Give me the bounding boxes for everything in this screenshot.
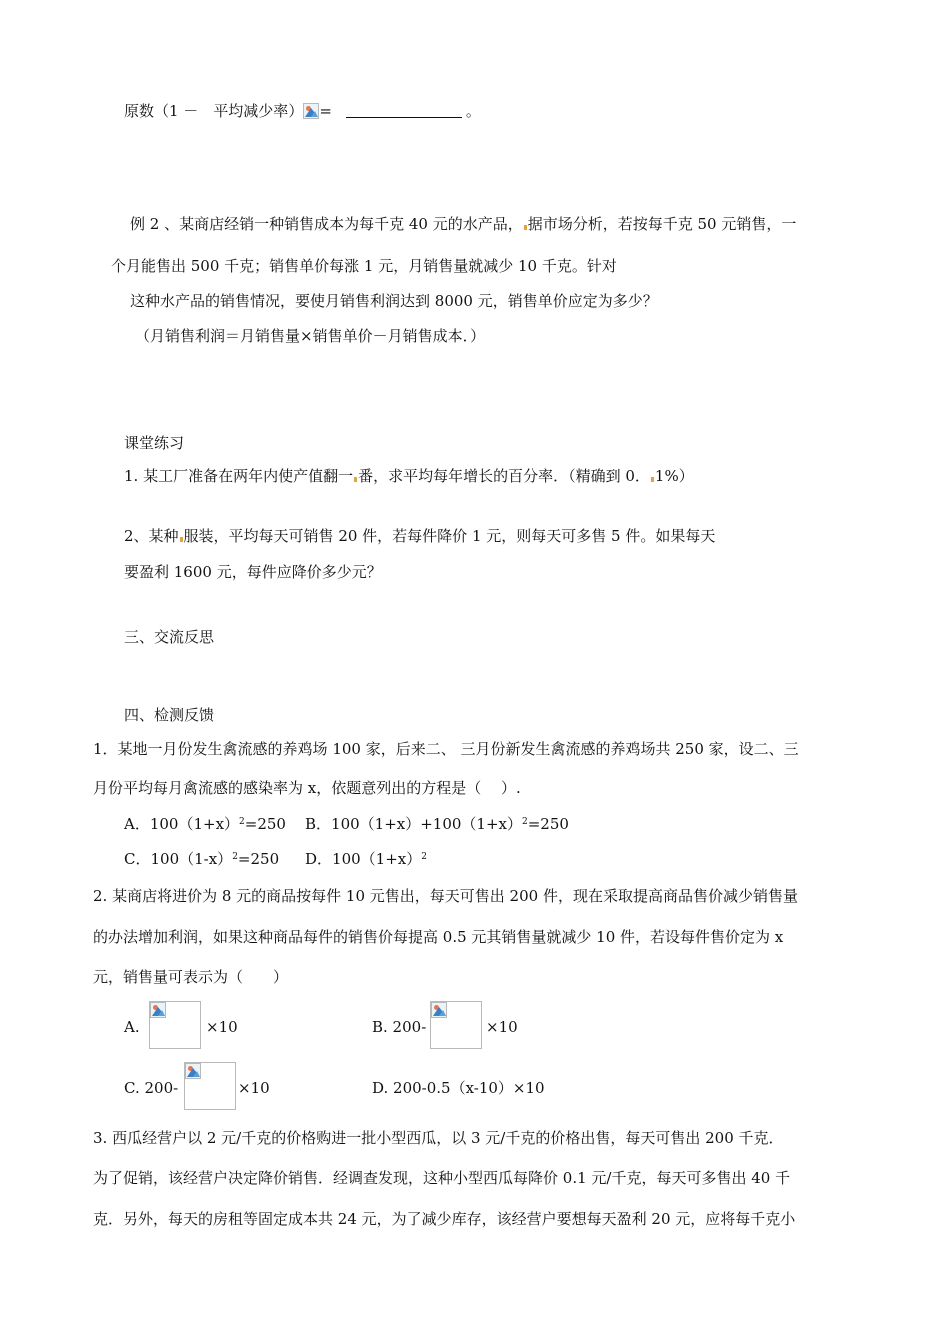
example2-text-b: 据市场分析，若按每千克 50 元销售，一 [527,215,797,233]
option-a-end: =250 [244,815,286,833]
formula-line [124,101,481,121]
image-placeholder-icon [303,103,319,121]
quiz-q2-option-d: D. 200-0.5（x-10）×10 [372,1079,545,1097]
section4-heading: 四、检测反馈 [124,706,215,724]
quiz-q2-option-a-label: A. [124,1018,140,1036]
option-a-text: A．100（1+x） [124,815,240,833]
option-c-exponent: 2 [232,852,238,862]
option-c-end: =250 [237,850,280,868]
example2-line1 [130,214,796,234]
practice-q2-text-a: 2、某种 [124,527,179,545]
option-b-exponent: 2 [522,817,528,827]
practice-q2-line2: 要盈利 1600 元，每件应降价多少元？ [124,563,382,581]
practice-q2-line1 [124,526,715,546]
practice-q1-text-c: 1%） [654,467,694,485]
bullet-mark-icon [524,225,527,230]
quiz-q2-line2: 的办法增加利润，如果这种商品每件的销售价每提高 0.5 元其销售量就减少 10 件，若设每件售价定为 x [93,928,784,946]
practice-q2-text-b: 服装，平均每天可销售 20 件，若每件降价 1 元，则每天可多售 5 件。如果每天 [183,527,716,545]
quiz-q1-line1: 1．某地一月份发生禽流感的养鸡场 100 家，后来二、 三月份新发生禽流感的养鸡场共 250 家，设二、三 [93,740,799,758]
example2-line2: 个月能售出 500 千克；销售单价每涨 1 元，月销售量就减少 10 千克。针对 [111,257,617,275]
fraction-image-placeholder-icon [184,1062,236,1110]
practice-heading: 课堂练习 [124,434,185,452]
answer-blank [346,103,462,118]
bullet-mark-icon [651,477,654,482]
quiz-q3-line2: 为了促销，该经营户决定降价销售．经调查发现，这种小型西瓜每降价 0.1 元/千克，每天可多售出 40 千 [93,1169,791,1187]
practice-q1 [124,466,694,486]
example2-line3: 这种水产品的销售情况，要使月销售利润达到 8000 元，销售单价应定为多少？ [130,292,658,310]
quiz-q3-line1: 3. 西瓜经营户以 2 元/千克的价格购进一批小型西瓜，以 3 元/千克的价格出售，每天可售出 200 千克． [93,1129,784,1147]
quiz-q3-line3: 克．另外，每天的房租等固定成本共 24 元，为了减少库存，该经营户要想每天盈利 20 元，应将每千克小 [93,1210,796,1228]
quiz-q2-option-b-end: ×10 [486,1018,518,1036]
example2-line4: （月销售利润＝月销售量×销售单价－月销售成本．） [135,327,486,345]
fraction-image-placeholder-icon [149,1001,201,1049]
fraction-image-placeholder-icon [430,1001,482,1049]
quiz-q2-option-b-label: B. 200- [372,1018,427,1036]
bullet-mark-icon [354,477,357,482]
bullet-mark-icon [180,537,183,542]
quiz-q1-line2: 月份平均每月禽流感的感染率为 x，依题意列出的方程是（ ）. [93,779,521,797]
quiz-q2-line1: 2. 某商店将进价为 8 元的商品按每件 10 元售出，每天可售出 200 件，现在采取提高商品售价减少销售量 [93,887,798,905]
quiz-q2-option-a-end: ×10 [206,1018,238,1036]
option-d-text: D．100（1+x） [305,850,422,868]
practice-q1-text-a: 1. 某工厂准备在两年内使产值翻一 [124,467,354,485]
quiz-q1-option-c [124,849,279,869]
formula-suffix: 。 [465,102,481,120]
formula-prefix: 原数（1 － 平均减少率） [124,102,304,120]
option-b-text: B．100（1+x）+100（1+x） [305,815,522,833]
example2-text-a: 例 2 、某商店经销一种销售成本为每千克 40 元的水产品， [130,215,523,233]
formula-equals: = [319,102,332,120]
practice-q1-text-b: 番，求平均每年增长的百分率．（精确到 0． [358,467,650,485]
option-d-exponent: 2 [421,852,427,862]
option-a-exponent: 2 [239,817,245,827]
quiz-q1-option-a [124,814,286,834]
quiz-q1-option-b [305,814,569,834]
quiz-q1-option-d [305,849,427,869]
quiz-q2-line3: 元，销售量可表示为（ ） [93,968,289,986]
quiz-q2-option-c-label: C. 200- [124,1079,179,1097]
option-c-text: C．100（1-x） [124,850,233,868]
quiz-q2-option-c-end: ×10 [238,1079,270,1097]
option-b-end: =250 [527,815,569,833]
section3-heading: 三、交流反思 [124,628,215,646]
